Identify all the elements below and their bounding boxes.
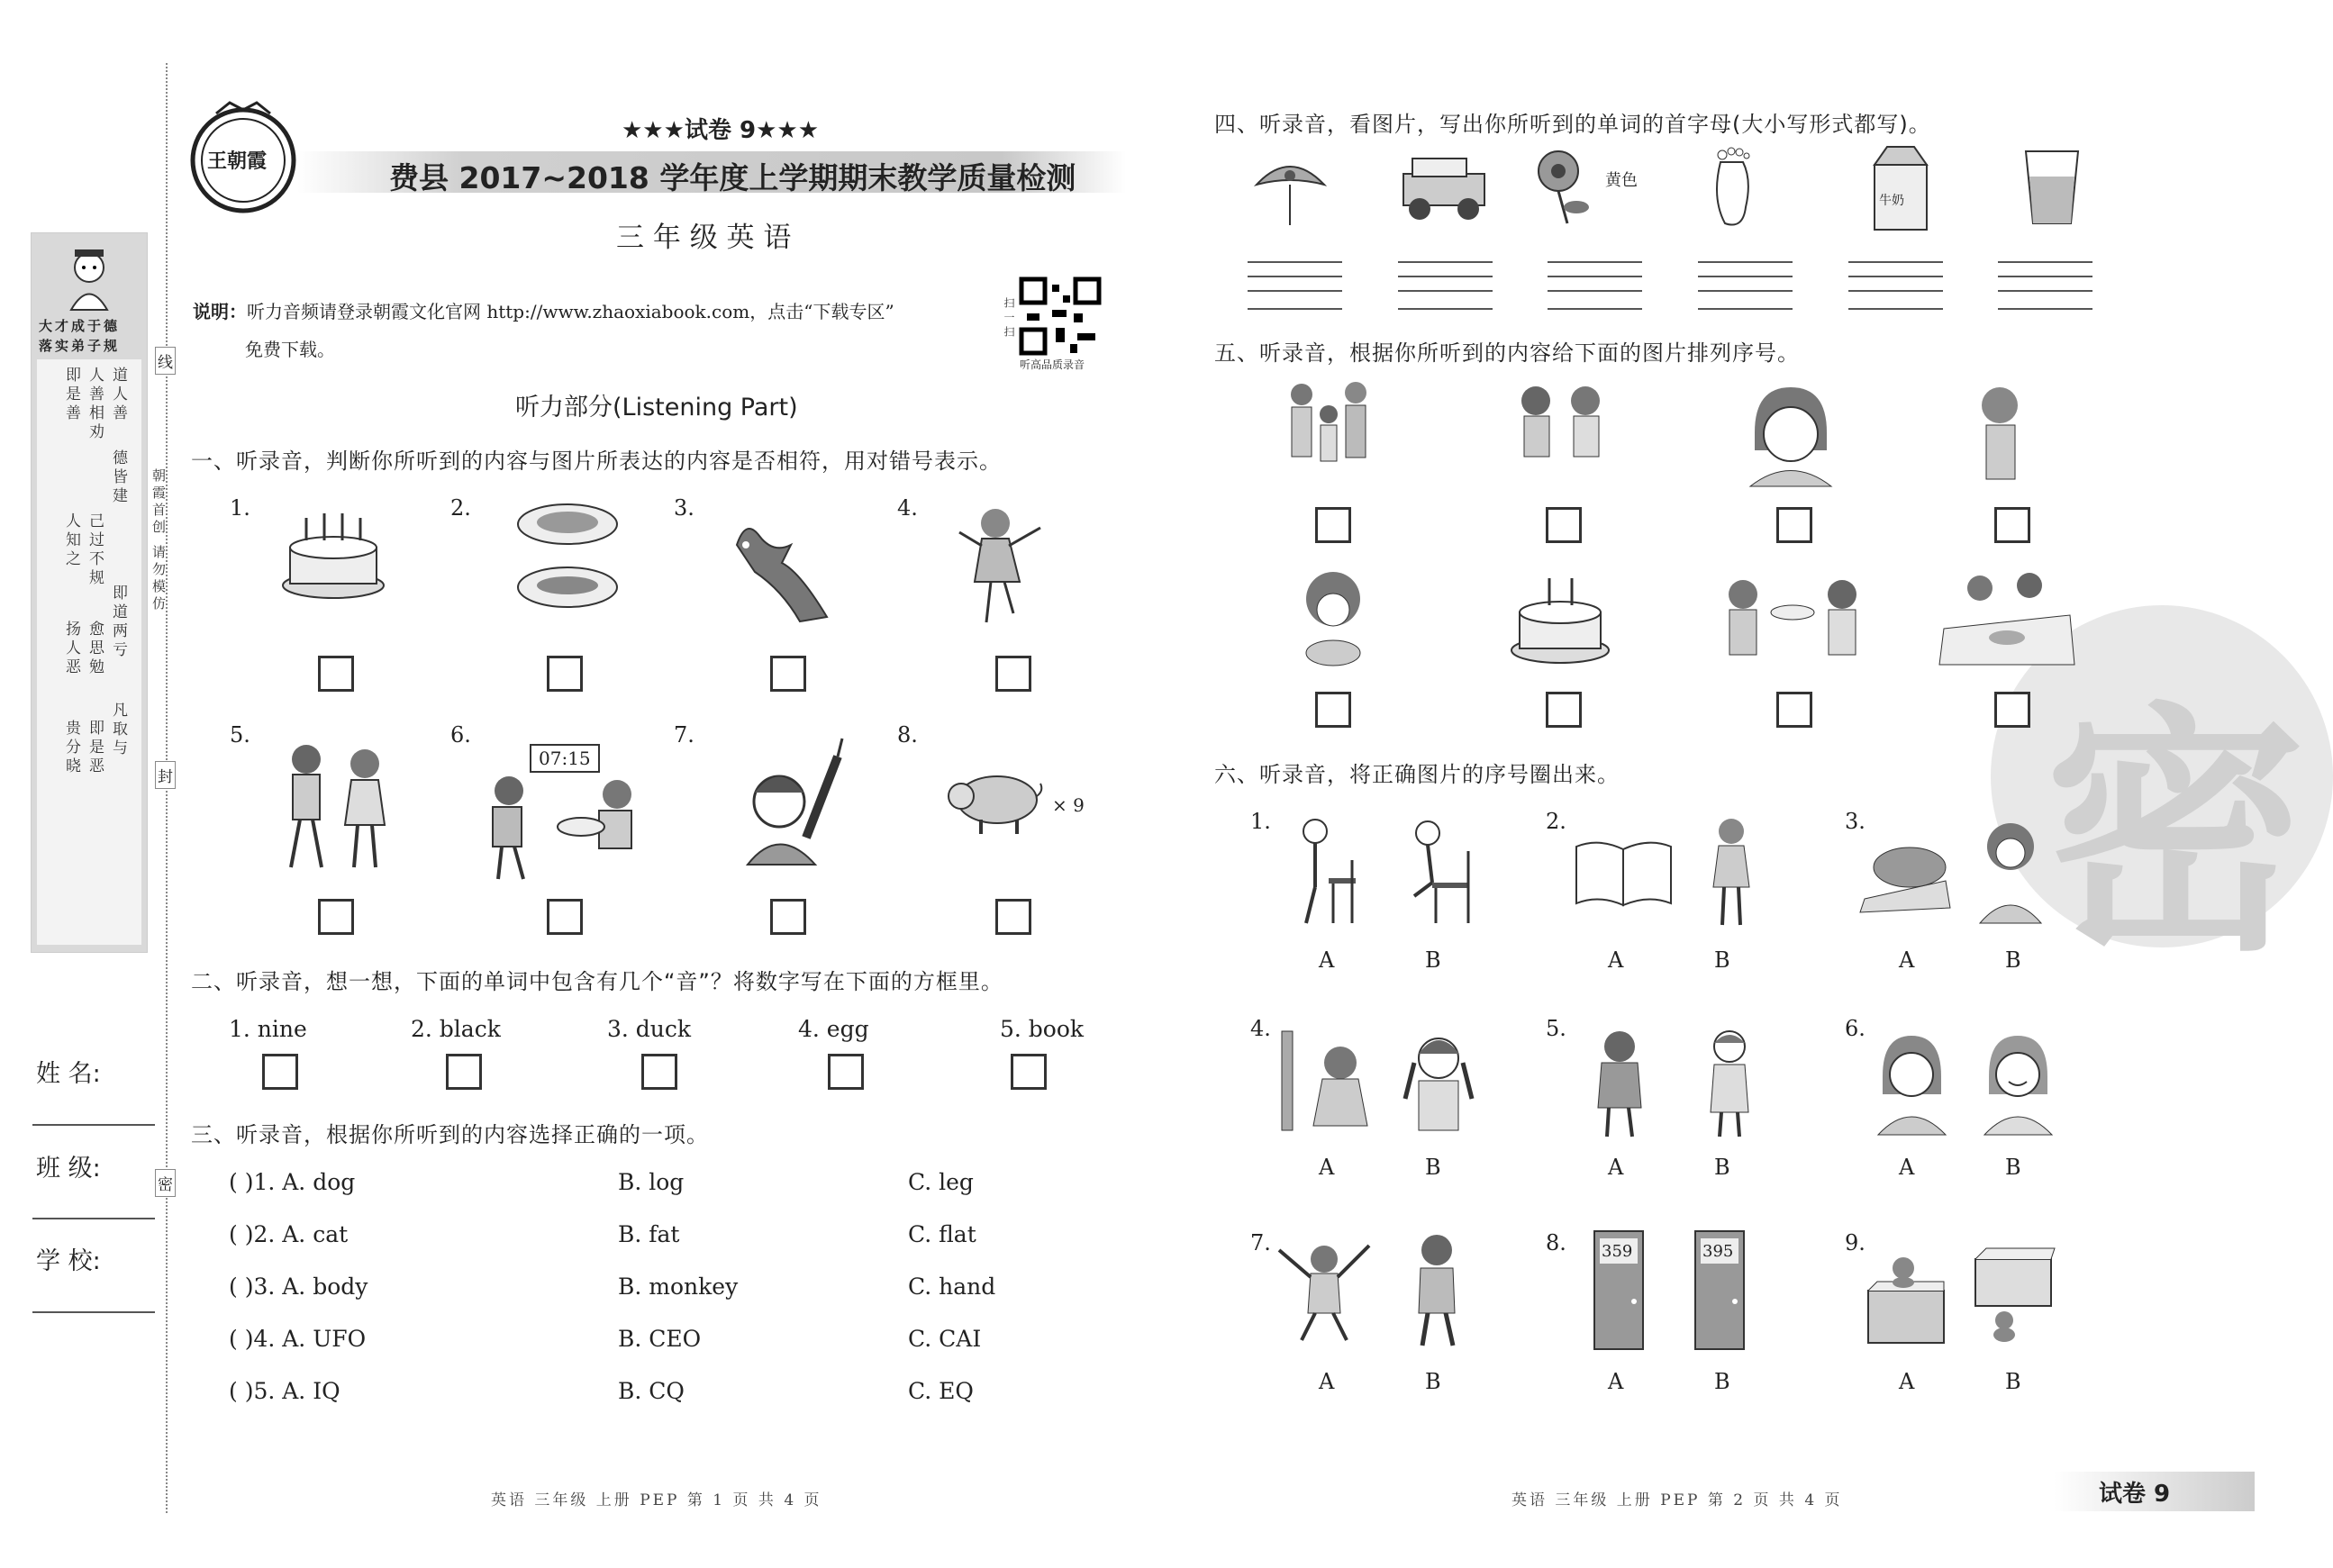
q3-option-b[interactable]: B. CQ bbox=[618, 1378, 685, 1404]
q1-answer-box[interactable] bbox=[995, 656, 1031, 692]
sidebar-panel bbox=[31, 232, 148, 953]
q3-option-b[interactable]: B. monkey bbox=[618, 1273, 739, 1300]
sidebar-col: 扬人恶 bbox=[62, 621, 80, 677]
q4-write-lines-3[interactable] bbox=[1548, 261, 1642, 310]
q6-label-b[interactable]: B bbox=[1714, 947, 1730, 973]
bread-icon bbox=[1856, 827, 1955, 912]
q6-label-b[interactable]: B bbox=[1425, 1369, 1441, 1394]
pig-icon bbox=[941, 766, 1045, 838]
q1-item-number: 1. bbox=[230, 495, 250, 521]
girl-standing-icon bbox=[1702, 815, 1761, 928]
q4-write-lines-5[interactable] bbox=[1848, 261, 1943, 310]
q2-word: 5. book bbox=[1000, 1016, 1085, 1042]
q3-heading: 三、听录音，根据你所听到的内容选择正确的一项。 bbox=[191, 1122, 709, 1147]
q4-write-lines-6[interactable] bbox=[1998, 261, 2092, 310]
name-line[interactable] bbox=[32, 1124, 155, 1126]
sidebar-col: 愈思勉 bbox=[86, 621, 104, 677]
q5-answer-box[interactable] bbox=[1994, 692, 2030, 728]
birthday-cake-icon bbox=[279, 504, 387, 603]
q1-heading: 一、听录音，判断你所听到的内容与图片所表达的内容是否相符，用对错号表示。 bbox=[191, 449, 1002, 474]
girl-sad-icon bbox=[1874, 1031, 1950, 1135]
dancing-girl-icon bbox=[955, 501, 1049, 627]
q1-answer-box[interactable] bbox=[318, 899, 354, 935]
q6-heading: 六、听录音，将正确图片的序号圈出来。 bbox=[1214, 762, 1620, 787]
two-children-icon bbox=[275, 737, 396, 872]
milk-label: 牛奶 bbox=[1879, 194, 1904, 208]
q2-word: 2. black bbox=[411, 1016, 501, 1042]
q3-option-c[interactable]: C. hand bbox=[908, 1273, 996, 1300]
sit-down-icon bbox=[1396, 815, 1477, 928]
stand-up-icon bbox=[1284, 815, 1360, 928]
margin-mark-mi: 密 bbox=[155, 1169, 176, 1197]
boy-raising-hand-icon bbox=[730, 739, 851, 865]
boy-walking-icon bbox=[1401, 1232, 1473, 1349]
boy-eating-icon bbox=[1284, 563, 1383, 671]
q6-group-number: 4. bbox=[1250, 1016, 1271, 1041]
q6-label-a[interactable]: A bbox=[1319, 1369, 1335, 1394]
q2-answer-box[interactable] bbox=[641, 1054, 677, 1090]
sidebar-col: 即是恶 bbox=[86, 720, 104, 776]
q2-answer-box[interactable] bbox=[262, 1054, 298, 1090]
q6-group-number: 2. bbox=[1546, 809, 1566, 834]
q6-group-number: 3. bbox=[1845, 809, 1865, 834]
q6-label-b[interactable]: B bbox=[2005, 1369, 2021, 1394]
q5-answer-box[interactable] bbox=[1776, 507, 1812, 543]
q6-label-b[interactable]: B bbox=[1425, 947, 1441, 973]
q1-answer-box[interactable] bbox=[995, 899, 1031, 935]
picnic-icon bbox=[1935, 566, 2079, 669]
footer-left: 英语 三年级 上册 PEP 第 1 页 共 4 页 bbox=[491, 1491, 822, 1509]
sidebar-col: 即道两亏 bbox=[109, 585, 127, 660]
q6-label-b[interactable]: B bbox=[1714, 1155, 1730, 1180]
q6-label-a[interactable]: A bbox=[1319, 1155, 1335, 1180]
q3-option-c[interactable]: C. EQ bbox=[908, 1378, 974, 1404]
q2-answer-box[interactable] bbox=[1011, 1054, 1047, 1090]
q3-option-a[interactable]: ( )5. A. IQ bbox=[229, 1378, 340, 1404]
q2-word: 3. duck bbox=[607, 1016, 692, 1042]
margin-vertical-text: 朝霞首创 请勿模仿 bbox=[150, 468, 167, 613]
q6-group-number: 8. bbox=[1546, 1230, 1566, 1255]
q6-label-b[interactable]: B bbox=[1425, 1155, 1441, 1180]
q6-label-b[interactable]: B bbox=[1714, 1369, 1730, 1394]
q3-option-a[interactable]: ( )2. A. cat bbox=[229, 1221, 349, 1247]
school-label: 学 校: bbox=[36, 1247, 101, 1275]
q1-answer-box[interactable] bbox=[547, 899, 583, 935]
q4-heading: 四、听录音，看图片，写出你所听到的单词的首字母(大小写形式都写)。 bbox=[1214, 112, 1931, 137]
qr-side-text: 扫一扫 bbox=[1003, 297, 1015, 340]
q6-group-number: 5. bbox=[1546, 1016, 1566, 1041]
jeep-icon bbox=[1394, 151, 1493, 223]
door-number: 395 bbox=[1702, 1242, 1734, 1261]
q3-option-a[interactable]: ( )3. A. body bbox=[229, 1273, 368, 1300]
kite-icon bbox=[1248, 144, 1333, 230]
sidebar-col: 人善相劝 bbox=[86, 367, 104, 442]
glass-water-icon bbox=[2020, 146, 2083, 227]
q3-option-a[interactable]: ( )1. A. dog bbox=[229, 1169, 356, 1195]
q4-write-lines-2[interactable] bbox=[1398, 261, 1493, 310]
sidebar-col: 德皆建 bbox=[109, 449, 127, 506]
q3-option-b[interactable]: B. CEO bbox=[618, 1326, 702, 1352]
sidebar-col: 己过不规 bbox=[86, 512, 104, 588]
door-icon[interactable] bbox=[1693, 1229, 1746, 1351]
q5-answer-box[interactable] bbox=[1546, 507, 1582, 543]
girl-face-icon bbox=[1737, 378, 1845, 486]
q1-answer-box[interactable] bbox=[547, 656, 583, 692]
boy-hiding-icon bbox=[1277, 1027, 1376, 1135]
q2-answer-box[interactable] bbox=[828, 1054, 864, 1090]
q1-item-number: 6. bbox=[450, 722, 471, 748]
milk-carton-icon bbox=[1869, 142, 1932, 232]
note-label: 说明： bbox=[193, 301, 247, 322]
plates-food-icon bbox=[513, 497, 622, 614]
q3-option-a[interactable]: ( )4. A. UFO bbox=[229, 1326, 367, 1352]
school-line[interactable] bbox=[32, 1311, 155, 1313]
q6-label-a[interactable]: A bbox=[1899, 1369, 1915, 1394]
exam-subtitle: 三 年 级 英 语 bbox=[616, 222, 792, 254]
q6-label-a[interactable]: A bbox=[1608, 1369, 1624, 1394]
q3-option-b[interactable]: B. log bbox=[618, 1169, 685, 1195]
q1-item-number: 7. bbox=[674, 722, 694, 748]
q6-label-b[interactable]: B bbox=[2005, 1155, 2021, 1180]
q6-label-a[interactable]: A bbox=[1319, 947, 1335, 973]
q1-item-number: 4. bbox=[897, 495, 918, 521]
girl-brushing-icon bbox=[1959, 378, 2045, 486]
pig-multiplier: × 9 bbox=[1052, 794, 1085, 816]
girl-happy-icon bbox=[1980, 1031, 2056, 1135]
listening-section-title: 听力部分(Listening Part) bbox=[515, 394, 798, 421]
footer-right: 英语 三年级 上册 PEP 第 2 页 共 4 页 bbox=[1511, 1491, 1843, 1509]
q3-option-c[interactable]: C. CAI bbox=[908, 1326, 982, 1352]
cat-under-box-icon bbox=[1968, 1241, 2058, 1345]
boy-head-hands-icon bbox=[1396, 1027, 1482, 1135]
paper-tag: ★★★试卷 9★★★ bbox=[622, 117, 820, 144]
q6-label-a[interactable]: A bbox=[1608, 947, 1624, 973]
q3-option-b[interactable]: B. fat bbox=[618, 1221, 680, 1247]
q1-answer-box[interactable] bbox=[318, 656, 354, 692]
q6-group-number: 7. bbox=[1250, 1230, 1271, 1255]
clock-label: 07:15 bbox=[530, 744, 600, 773]
q5-answer-box[interactable] bbox=[1994, 507, 2030, 543]
q6-label-a[interactable]: A bbox=[1608, 1155, 1624, 1180]
exam-title: 费县 2017~2018 学年度上学期期末教学质量检测 bbox=[389, 160, 1076, 195]
note-line-1: 听力音频请登录朝霞文化官网 http://www.zhaoxiabook.com，点击“下载专区” bbox=[247, 301, 894, 322]
sidebar-col: 人知之 bbox=[62, 512, 80, 569]
greeting-kids-icon bbox=[1504, 378, 1617, 491]
girl-eating-icon bbox=[1973, 815, 2045, 923]
q5-answer-box[interactable] bbox=[1776, 692, 1812, 728]
door-number: 359 bbox=[1602, 1242, 1633, 1261]
paper-tag-text: 试卷 9 bbox=[684, 117, 757, 144]
boy-waving-icon bbox=[1270, 1232, 1378, 1345]
q6-group-number: 1. bbox=[1250, 809, 1271, 834]
q1-item-number: 5. bbox=[230, 722, 250, 748]
flower-icon bbox=[1531, 144, 1603, 225]
sidebar-col: 贵分晓 bbox=[62, 720, 80, 776]
class-line[interactable] bbox=[32, 1218, 155, 1219]
watermark-text: 密 bbox=[2045, 683, 2306, 986]
q6-group-number: 6. bbox=[1845, 1016, 1865, 1041]
hand-rabbit-icon bbox=[719, 509, 831, 626]
class-label: 班 级: bbox=[36, 1155, 101, 1183]
foot-icon bbox=[1702, 144, 1766, 230]
girl-covering-ears-icon bbox=[1698, 1027, 1761, 1139]
note-line-2: 免费下载。 bbox=[245, 339, 335, 360]
door-icon[interactable] bbox=[1593, 1229, 1645, 1351]
q4-write-lines-4[interactable] bbox=[1698, 261, 1793, 310]
flower-color-label: 黄色 bbox=[1605, 171, 1638, 190]
sidebar-col: 凡取与 bbox=[109, 702, 127, 758]
sidebar-banner-2: 落实弟子规 bbox=[39, 338, 121, 354]
logo-text: 王朝霞 bbox=[207, 150, 268, 173]
children-school-icon bbox=[473, 773, 649, 881]
child-back-icon bbox=[1585, 1027, 1653, 1139]
q3-option-c[interactable]: C. flat bbox=[908, 1221, 976, 1247]
q6-label-a[interactable]: A bbox=[1899, 1155, 1915, 1180]
qr-caption: 听高品质录音 bbox=[1020, 358, 1085, 371]
scholar-icon bbox=[53, 242, 125, 314]
sidebar-banner-1: 大才成于德 bbox=[39, 318, 121, 334]
q2-heading: 二、听录音，想一想，下面的单词中包含有几个“音”？将数字写在下面的方框里。 bbox=[191, 969, 1003, 994]
q1-item-number: 2. bbox=[450, 495, 471, 521]
cat-on-box-icon bbox=[1863, 1250, 1948, 1345]
sharing-food-icon bbox=[1711, 572, 1874, 666]
q5-answer-box[interactable] bbox=[1315, 507, 1351, 543]
margin-mark-feng: 封 bbox=[155, 761, 176, 789]
cake-icon bbox=[1509, 567, 1612, 666]
q6-label-b[interactable]: B bbox=[2005, 947, 2021, 973]
q1-answer-box[interactable] bbox=[770, 656, 806, 692]
q3-option-c[interactable]: C. leg bbox=[908, 1169, 974, 1195]
footer-tag: 试卷 9 bbox=[2099, 1481, 2171, 1508]
q2-word: 4. egg bbox=[798, 1016, 869, 1042]
qr-code-icon[interactable] bbox=[1020, 277, 1101, 355]
q2-word: 1. nine bbox=[229, 1016, 307, 1042]
q2-answer-box[interactable] bbox=[446, 1054, 482, 1090]
family-icon bbox=[1279, 378, 1378, 491]
margin-mark-xian: 线 bbox=[155, 347, 176, 375]
sidebar-col: 道人善 bbox=[109, 367, 127, 423]
open-book-icon bbox=[1572, 833, 1675, 910]
q5-heading: 五、听录音，根据你所听到的内容给下面的图片排列序号。 bbox=[1214, 340, 1800, 366]
q1-item-number: 8. bbox=[897, 722, 918, 748]
q1-answer-box[interactable] bbox=[770, 899, 806, 935]
q5-answer-box[interactable] bbox=[1546, 692, 1582, 728]
sidebar-col: 即是善 bbox=[62, 367, 80, 423]
logo bbox=[180, 97, 306, 214]
q6-group-number: 9. bbox=[1845, 1230, 1865, 1255]
q1-item-number: 3. bbox=[674, 495, 694, 521]
q5-answer-box[interactable] bbox=[1315, 692, 1351, 728]
q6-label-a[interactable]: A bbox=[1899, 947, 1915, 973]
q4-write-lines-1[interactable] bbox=[1248, 261, 1342, 310]
name-label: 姓 名: bbox=[36, 1060, 101, 1088]
